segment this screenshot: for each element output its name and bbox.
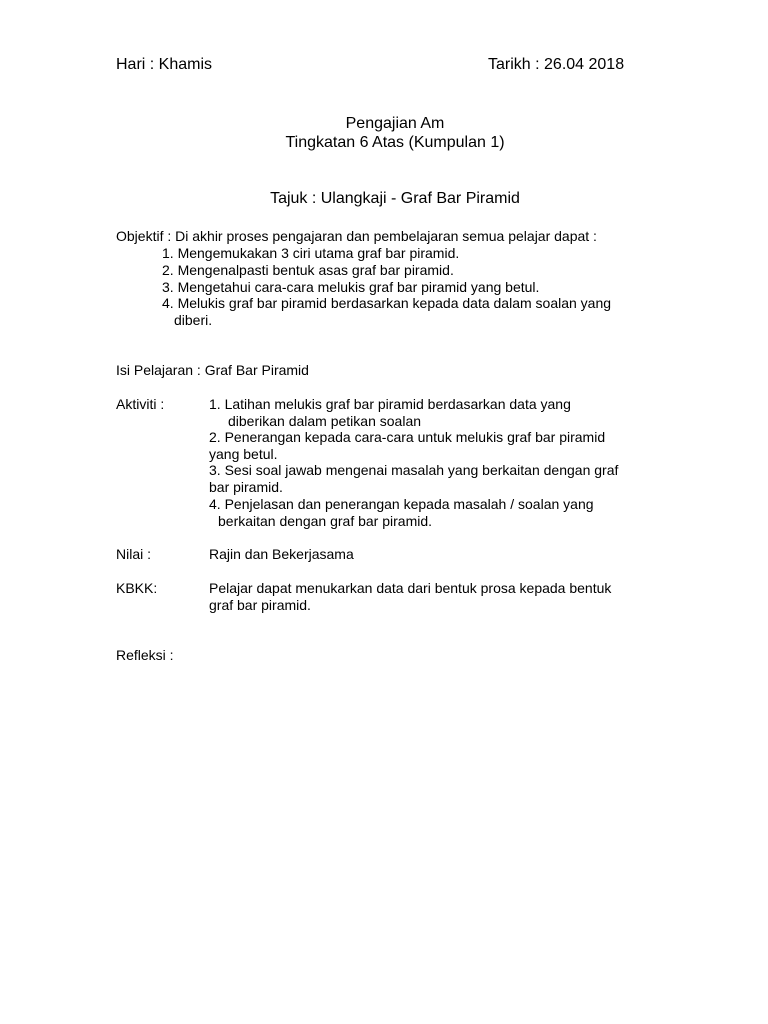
hari-label: Hari : Khamis	[116, 56, 213, 73]
isi-pelajaran: Isi Pelajaran : Graf Bar Piramid	[116, 362, 309, 378]
objektif-item-4-cont: diberi.	[174, 312, 213, 328]
aktiviti-line-1: 1. Latihan melukis graf bar piramid berdasarkan data yang	[209, 396, 571, 412]
objektif-intro: Objektif : Di akhir proses pengajaran dan pembelajaran semua pelajar dapat :	[116, 228, 597, 244]
aktiviti-line-8: berkaitan dengan graf bar piramid.	[218, 513, 433, 529]
topic-title: Tajuk : Ulangkaji - Graf Bar Piramid	[270, 190, 520, 207]
nilai-label: Nilai :	[116, 546, 152, 562]
aktiviti-line-6: bar piramid.	[209, 479, 283, 495]
kbkk-line-1: Pelajar dapat menukarkan data dari bentuk prosa kepada bentuk	[209, 580, 612, 596]
form-title: Tingkatan 6 Atas (Kumpulan 1)	[285, 134, 505, 151]
kbkk-label: KBKK:	[116, 580, 158, 596]
aktiviti-line-2: diberikan dalam petikan soalan	[228, 413, 422, 429]
aktiviti-line-5: 3. Sesi soal jawab mengenai masalah yang berkaitan dengan graf	[209, 462, 619, 478]
aktiviti-label: Aktiviti :	[116, 396, 165, 412]
aktiviti-line-4: yang betul.	[209, 446, 278, 462]
refleksi-label: Refleksi :	[116, 647, 174, 663]
tarikh-label: Tarikh : 26.04 2018	[488, 56, 625, 73]
subject-title: Pengajian Am	[345, 115, 445, 132]
objektif-item-4: 4. Melukis graf bar piramid berdasarkan kepada data dalam soalan yang	[162, 295, 612, 311]
aktiviti-line-3: 2. Penerangan kepada cara-cara untuk melukis graf bar piramid	[209, 429, 606, 445]
objektif-item-3: 3. Mengetahui cara-cara melukis graf bar piramid yang betul.	[162, 279, 540, 295]
nilai-value: Rajin dan Bekerjasama	[209, 546, 354, 562]
objektif-item-2: 2. Mengenalpasti bentuk asas graf bar piramid.	[162, 262, 454, 278]
aktiviti-line-7: 4. Penjelasan dan penerangan kepada masalah / soalan yang	[209, 496, 594, 512]
objektif-item-1: 1. Mengemukakan 3 ciri utama graf bar piramid.	[162, 245, 460, 261]
kbkk-line-2: graf bar piramid.	[209, 597, 311, 613]
